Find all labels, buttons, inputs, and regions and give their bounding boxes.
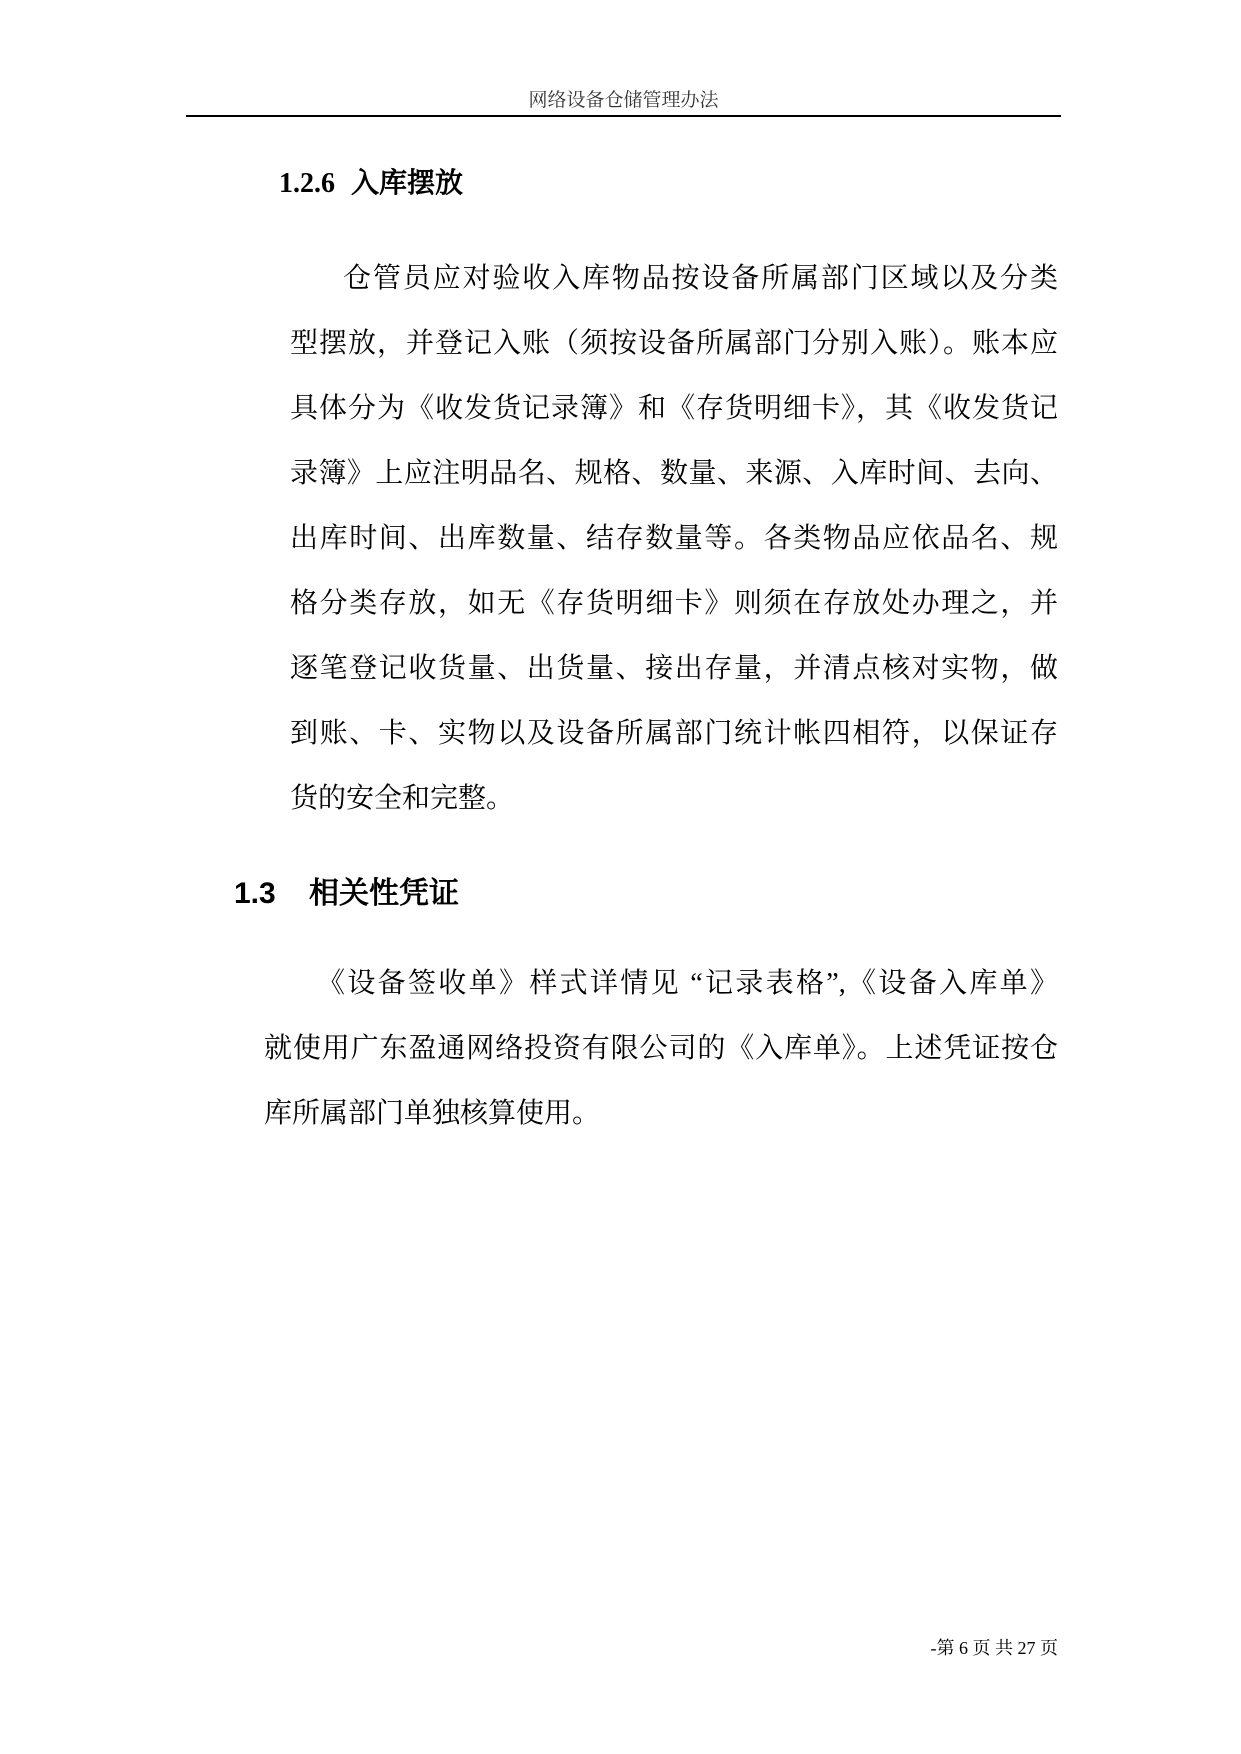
paragraph-line: 就使用广东盈通网络投资有限公司的《入库单》。上述凭证按仓 [264,1033,1058,1064]
total-prefix: 共 [995,1638,1013,1658]
page-footer [931,1636,1059,1660]
running-header-title: 网络设备仓储管理办法 [528,90,719,111]
paragraph-line: 库所属部门单独核算使用。 [264,1098,601,1129]
paragraph-line: 型摆放，并登记入账（须按设备所属部门分别入账）。账本应 [290,328,1058,359]
section-number: 1.3 [234,877,276,910]
page-suffix: 页 [972,1638,991,1658]
paragraph-line: 录簿》上应注明品名、规格、数量、来源、入库时间、去向、 [290,458,1058,489]
paragraph-line: 货的安全和完整。 [290,783,515,814]
paragraph-line: 《设备签收单》样式详情见 “记录表格”,《设备入库单》 [317,968,1058,999]
section-1-2-6-paragraph [290,246,1058,831]
header-rule [186,115,1061,117]
section-heading-1-2-6 [279,166,463,201]
paragraph-line: 具体分为《收发货记录簿》和《存货明细卡》，其《收发货记 [290,393,1058,424]
total-suffix: 页 [1040,1638,1058,1658]
paragraph-line: 格分类存放，如无《存货明细卡》则须在存放处办理之，并 [290,588,1058,619]
paragraph-line: 出库时间、出库数量、结存数量等。各类物品应依品名、规 [290,523,1058,554]
page-number: 6 [959,1638,968,1658]
section-title: 入库摆放 [351,166,464,199]
paragraph-line: 到账、卡、实物以及设备所属部门统计帐四相符，以保证存 [290,718,1058,749]
section-title: 相关性凭证 [309,877,459,910]
total-pages: 27 [1017,1638,1036,1658]
section-heading-1-3 [234,877,459,911]
section-number: 1.2.6 [279,168,335,199]
page-prefix: -第 [930,1638,955,1658]
section-1-3-paragraph [264,951,1058,1146]
paragraph-line: 仓管员应对验收入库物品按设备所属部门区域以及分类 [343,263,1058,294]
paragraph-line: 逐笔登记收货量、出货量、接出存量，并清点核对实物，做 [290,653,1058,684]
